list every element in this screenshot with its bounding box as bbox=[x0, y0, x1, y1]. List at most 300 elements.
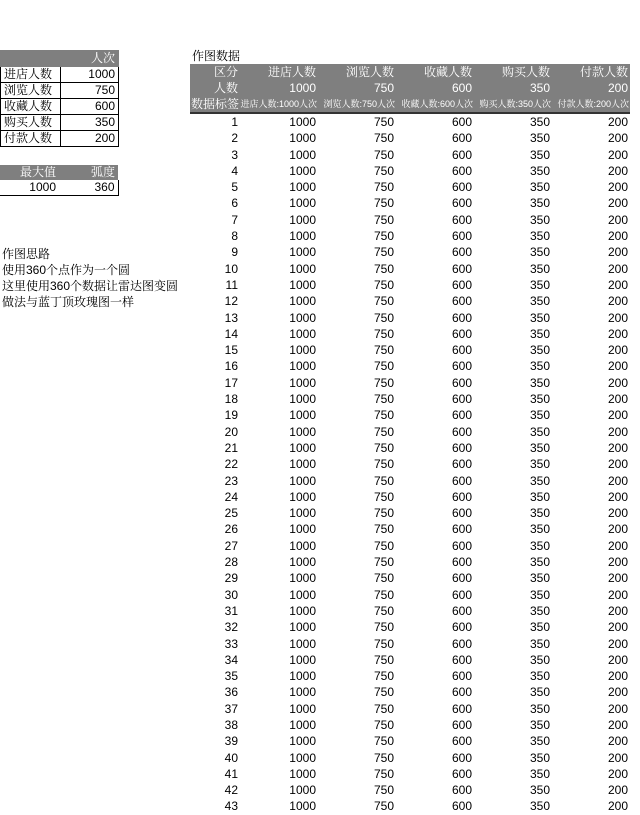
row-value-cell[interactable]: 1000 bbox=[289, 473, 316, 488]
row-value-cell[interactable]: 1000 bbox=[289, 522, 316, 537]
row-value-cell[interactable]: 600 bbox=[451, 163, 472, 178]
row-value-cell[interactable]: 350 bbox=[529, 734, 550, 749]
row-value-cell[interactable]: 1000 bbox=[289, 538, 316, 553]
row-value-cell[interactable]: 750 bbox=[373, 555, 394, 570]
row-value-cell[interactable]: 1000 bbox=[289, 359, 316, 374]
row-index-cell[interactable]: 38 bbox=[224, 717, 238, 732]
row-value-cell[interactable]: 600 bbox=[451, 473, 472, 488]
header-cell[interactable]: 购买人数 bbox=[474, 64, 552, 80]
row-value-cell[interactable]: 600 bbox=[451, 408, 472, 423]
row-value-cell[interactable]: 750 bbox=[373, 180, 394, 195]
row-value-cell[interactable]: 1000 bbox=[289, 310, 316, 325]
row-value-cell[interactable]: 200 bbox=[607, 180, 628, 195]
row-value-cell[interactable]: 750 bbox=[373, 343, 394, 358]
row-value-cell[interactable]: 1000 bbox=[289, 489, 316, 504]
row-value-cell[interactable]: 750 bbox=[373, 750, 394, 765]
row-value-cell[interactable]: 200 bbox=[607, 196, 628, 211]
row-value-cell[interactable]: 1000 bbox=[289, 555, 316, 570]
row-value-cell[interactable]: 600 bbox=[451, 147, 472, 162]
row-value-cell[interactable]: 600 bbox=[451, 489, 472, 504]
row-value-cell[interactable]: 750 bbox=[373, 163, 394, 178]
row-value-cell[interactable]: 600 bbox=[451, 457, 472, 472]
row-value-cell[interactable]: 350 bbox=[529, 408, 550, 423]
data-row bbox=[190, 179, 630, 195]
row-value-cell[interactable]: 750 bbox=[373, 783, 394, 798]
row-value-cell[interactable]: 350 bbox=[529, 587, 550, 602]
header-cell[interactable]: 收藏人数:600人次 bbox=[396, 96, 474, 113]
row-value-cell[interactable]: 750 bbox=[373, 277, 394, 292]
row-value-cell[interactable]: 750 bbox=[373, 392, 394, 407]
header-cell[interactable]: 人数 bbox=[190, 80, 240, 96]
summary-row-value[interactable]: 600 bbox=[61, 99, 119, 115]
row-value-cell[interactable]: 750 bbox=[373, 147, 394, 162]
row-value-cell[interactable]: 600 bbox=[451, 375, 472, 390]
row-value-cell[interactable]: 750 bbox=[373, 424, 394, 439]
row-value-cell[interactable]: 1000 bbox=[289, 147, 316, 162]
max-header-cell[interactable]: 最大值 bbox=[0, 165, 59, 180]
row-value-cell[interactable]: 600 bbox=[451, 734, 472, 749]
data-row bbox=[190, 293, 630, 309]
row-value-cell[interactable]: 200 bbox=[607, 440, 628, 455]
row-index-cell[interactable]: 8 bbox=[231, 229, 238, 244]
row-value-cell[interactable]: 350 bbox=[529, 701, 550, 716]
header-cell[interactable]: 购买人数:350人次 bbox=[474, 96, 552, 113]
data-row bbox=[190, 505, 630, 521]
row-value-cell[interactable]: 1000 bbox=[289, 163, 316, 178]
row-value-cell[interactable]: 350 bbox=[529, 652, 550, 667]
row-value-cell[interactable]: 200 bbox=[607, 163, 628, 178]
max-value-cell[interactable]: 360 bbox=[59, 180, 118, 196]
row-value-cell[interactable]: 200 bbox=[607, 685, 628, 700]
row-value-cell[interactable]: 200 bbox=[607, 555, 628, 570]
row-value-cell[interactable]: 750 bbox=[373, 587, 394, 602]
row-value-cell[interactable]: 1000 bbox=[289, 343, 316, 358]
row-index-cell[interactable]: 30 bbox=[224, 587, 238, 602]
row-value-cell[interactable]: 750 bbox=[373, 506, 394, 521]
row-value-cell[interactable]: 200 bbox=[607, 701, 628, 716]
row-value-cell[interactable]: 1000 bbox=[289, 620, 316, 635]
row-value-cell[interactable]: 200 bbox=[607, 408, 628, 423]
row-value-cell[interactable]: 350 bbox=[529, 685, 550, 700]
row-value-cell[interactable]: 200 bbox=[607, 669, 628, 684]
header-cell[interactable]: 收藏人数 bbox=[396, 64, 474, 80]
row-value-cell[interactable]: 1000 bbox=[289, 685, 316, 700]
row-value-cell[interactable]: 600 bbox=[451, 717, 472, 732]
row-index-cell[interactable]: 16 bbox=[224, 359, 238, 374]
row-value-cell[interactable]: 1000 bbox=[289, 180, 316, 195]
row-value-cell[interactable]: 200 bbox=[607, 603, 628, 618]
row-value-cell[interactable]: 600 bbox=[451, 766, 472, 781]
header-cell[interactable]: 区分 bbox=[190, 64, 240, 80]
row-value-cell[interactable]: 200 bbox=[607, 229, 628, 244]
row-value-cell[interactable]: 750 bbox=[373, 408, 394, 423]
row-value-cell[interactable]: 600 bbox=[451, 555, 472, 570]
row-value-cell[interactable]: 600 bbox=[451, 587, 472, 602]
row-index-cell[interactable]: 6 bbox=[231, 196, 238, 211]
row-value-cell[interactable]: 350 bbox=[529, 440, 550, 455]
summary-row-value[interactable]: 1000 bbox=[61, 67, 119, 83]
row-value-cell[interactable]: 350 bbox=[529, 783, 550, 798]
row-index-cell[interactable]: 35 bbox=[224, 669, 238, 684]
max-header-cell[interactable]: 弧度 bbox=[59, 165, 118, 180]
row-value-cell[interactable]: 600 bbox=[451, 261, 472, 276]
row-value-cell[interactable]: 600 bbox=[451, 131, 472, 146]
row-value-cell[interactable]: 200 bbox=[607, 571, 628, 586]
row-value-cell[interactable]: 750 bbox=[373, 799, 394, 814]
data-row bbox=[190, 733, 630, 749]
row-value-cell[interactable]: 200 bbox=[607, 636, 628, 651]
row-value-cell[interactable]: 1000 bbox=[289, 131, 316, 146]
row-value-cell[interactable]: 750 bbox=[373, 440, 394, 455]
row-value-cell[interactable]: 1000 bbox=[289, 245, 316, 260]
max-value-cell[interactable]: 1000 bbox=[0, 180, 59, 196]
row-value-cell[interactable]: 350 bbox=[529, 196, 550, 211]
row-index-cell[interactable]: 36 bbox=[224, 685, 238, 700]
row-value-cell[interactable]: 600 bbox=[451, 310, 472, 325]
row-value-cell[interactable]: 600 bbox=[451, 115, 472, 129]
row-index-cell[interactable]: 11 bbox=[225, 277, 238, 292]
row-value-cell[interactable]: 200 bbox=[607, 294, 628, 309]
data-row bbox=[190, 587, 630, 603]
row-value-cell[interactable]: 600 bbox=[451, 522, 472, 537]
row-value-cell[interactable]: 750 bbox=[373, 310, 394, 325]
row-value-cell[interactable]: 200 bbox=[607, 310, 628, 325]
row-value-cell[interactable]: 600 bbox=[451, 783, 472, 798]
row-value-cell[interactable]: 750 bbox=[373, 326, 394, 341]
row-value-cell[interactable]: 200 bbox=[607, 277, 628, 292]
row-value-cell[interactable]: 200 bbox=[607, 717, 628, 732]
row-index-cell[interactable]: 26 bbox=[224, 522, 238, 537]
row-value-cell[interactable]: 600 bbox=[451, 343, 472, 358]
row-value-cell[interactable]: 600 bbox=[451, 669, 472, 684]
row-index-cell[interactable]: 40 bbox=[224, 750, 238, 765]
row-value-cell[interactable]: 200 bbox=[607, 652, 628, 667]
row-index-cell[interactable]: 17 bbox=[224, 375, 238, 390]
row-value-cell[interactable]: 350 bbox=[529, 326, 550, 341]
row-value-cell[interactable]: 750 bbox=[373, 571, 394, 586]
row-index-cell[interactable]: 20 bbox=[224, 424, 238, 439]
row-index-cell[interactable]: 7 bbox=[231, 212, 238, 227]
row-value-cell[interactable]: 750 bbox=[373, 457, 394, 472]
row-value-cell[interactable]: 350 bbox=[529, 115, 550, 129]
row-value-cell[interactable]: 1000 bbox=[289, 750, 316, 765]
row-value-cell[interactable]: 1000 bbox=[289, 326, 316, 341]
row-value-cell[interactable]: 1000 bbox=[289, 375, 316, 390]
row-value-cell[interactable]: 1000 bbox=[289, 277, 316, 292]
row-value-cell[interactable]: 350 bbox=[529, 212, 550, 227]
row-index-cell[interactable]: 24 bbox=[224, 489, 238, 504]
row-value-cell[interactable]: 350 bbox=[529, 799, 550, 814]
row-value-cell[interactable]: 350 bbox=[529, 571, 550, 586]
row-value-cell[interactable]: 750 bbox=[373, 375, 394, 390]
row-index-cell[interactable]: 22 bbox=[224, 457, 238, 472]
row-value-cell[interactable]: 1000 bbox=[289, 457, 316, 472]
row-value-cell[interactable]: 600 bbox=[451, 538, 472, 553]
row-value-cell[interactable]: 1000 bbox=[289, 229, 316, 244]
row-value-cell[interactable]: 350 bbox=[529, 506, 550, 521]
row-index-cell[interactable]: 41 bbox=[224, 766, 238, 781]
row-value-cell[interactable]: 200 bbox=[607, 522, 628, 537]
summary-row-value[interactable]: 200 bbox=[61, 131, 119, 147]
row-index-cell[interactable]: 43 bbox=[224, 799, 238, 814]
summary-header-value[interactable]: 人次 bbox=[61, 51, 119, 67]
row-value-cell[interactable]: 600 bbox=[451, 440, 472, 455]
row-index-cell[interactable]: 29 bbox=[224, 571, 238, 586]
row-value-cell[interactable]: 1000 bbox=[289, 766, 316, 781]
row-value-cell[interactable]: 350 bbox=[529, 343, 550, 358]
row-value-cell[interactable]: 200 bbox=[607, 457, 628, 472]
row-index-cell[interactable]: 9 bbox=[231, 245, 238, 260]
row-value-cell[interactable]: 600 bbox=[451, 245, 472, 260]
row-value-cell[interactable]: 600 bbox=[451, 229, 472, 244]
row-index-cell[interactable]: 32 bbox=[224, 620, 238, 635]
row-value-cell[interactable]: 350 bbox=[529, 180, 550, 195]
row-value-cell[interactable]: 200 bbox=[607, 147, 628, 162]
row-value-cell[interactable]: 1000 bbox=[289, 408, 316, 423]
row-value-cell[interactable]: 1000 bbox=[289, 717, 316, 732]
row-value-cell[interactable]: 600 bbox=[451, 506, 472, 521]
row-value-cell[interactable]: 350 bbox=[529, 538, 550, 553]
row-index-cell[interactable]: 34 bbox=[224, 652, 238, 667]
row-value-cell[interactable]: 1000 bbox=[289, 440, 316, 455]
row-value-cell[interactable]: 350 bbox=[529, 750, 550, 765]
row-value-cell[interactable]: 1000 bbox=[289, 587, 316, 602]
row-index-cell[interactable]: 3 bbox=[231, 147, 238, 162]
row-index-cell[interactable]: 1 bbox=[231, 115, 238, 129]
row-value-cell[interactable]: 1000 bbox=[289, 652, 316, 667]
row-value-cell[interactable]: 750 bbox=[373, 701, 394, 716]
row-index-cell[interactable]: 23 bbox=[224, 473, 238, 488]
row-value-cell[interactable]: 350 bbox=[529, 375, 550, 390]
row-value-cell[interactable]: 200 bbox=[607, 359, 628, 374]
row-value-cell[interactable]: 600 bbox=[451, 603, 472, 618]
row-value-cell[interactable]: 750 bbox=[373, 538, 394, 553]
header-cell[interactable]: 浏览人数 bbox=[318, 64, 396, 80]
row-index-cell[interactable]: 28 bbox=[224, 555, 238, 570]
row-value-cell[interactable]: 350 bbox=[529, 424, 550, 439]
row-value-cell[interactable]: 1000 bbox=[289, 212, 316, 227]
row-value-cell[interactable]: 200 bbox=[607, 375, 628, 390]
row-value-cell[interactable]: 200 bbox=[607, 392, 628, 407]
header-cell[interactable]: 750 bbox=[318, 80, 396, 96]
summary-header-blank[interactable] bbox=[1, 51, 61, 67]
row-value-cell[interactable]: 600 bbox=[451, 212, 472, 227]
row-value-cell[interactable]: 750 bbox=[373, 734, 394, 749]
row-index-cell[interactable]: 39 bbox=[224, 734, 238, 749]
header-cell[interactable]: 200 bbox=[552, 80, 630, 96]
row-value-cell[interactable]: 600 bbox=[451, 196, 472, 211]
summary-row bbox=[1, 131, 119, 147]
row-index-cell[interactable]: 31 bbox=[224, 603, 238, 618]
row-value-cell[interactable]: 1000 bbox=[289, 783, 316, 798]
row-value-cell[interactable]: 200 bbox=[607, 506, 628, 521]
row-value-cell[interactable]: 350 bbox=[529, 277, 550, 292]
row-value-cell[interactable]: 1000 bbox=[289, 603, 316, 618]
row-index-cell[interactable]: 14 bbox=[224, 326, 238, 341]
header-cell[interactable]: 1000 bbox=[240, 80, 318, 96]
row-value-cell[interactable]: 200 bbox=[607, 343, 628, 358]
data-row bbox=[190, 440, 630, 456]
row-value-cell[interactable]: 200 bbox=[607, 766, 628, 781]
header-cell[interactable]: 350 bbox=[474, 80, 552, 96]
row-index-cell[interactable]: 33 bbox=[224, 636, 238, 651]
header-cell[interactable]: 600 bbox=[396, 80, 474, 96]
header-cell[interactable]: 浏览人数:750人次 bbox=[318, 96, 396, 113]
row-value-cell[interactable]: 350 bbox=[529, 717, 550, 732]
summary-row-name[interactable]: 收藏人数 bbox=[1, 99, 61, 115]
header-cell[interactable]: 进店人数:1000人次 bbox=[240, 96, 318, 113]
row-value-cell[interactable]: 600 bbox=[451, 636, 472, 651]
row-value-cell[interactable]: 600 bbox=[451, 799, 472, 814]
row-value-cell[interactable]: 350 bbox=[529, 359, 550, 374]
row-value-cell[interactable]: 750 bbox=[373, 717, 394, 732]
row-value-cell[interactable]: 350 bbox=[529, 766, 550, 781]
row-value-cell[interactable]: 1000 bbox=[289, 294, 316, 309]
row-value-cell[interactable]: 350 bbox=[529, 392, 550, 407]
summary-row-name[interactable]: 购买人数 bbox=[1, 115, 61, 131]
row-value-cell[interactable]: 350 bbox=[529, 131, 550, 146]
row-value-cell[interactable]: 200 bbox=[607, 734, 628, 749]
row-value-cell[interactable]: 350 bbox=[529, 294, 550, 309]
row-value-cell[interactable]: 600 bbox=[451, 750, 472, 765]
row-value-cell[interactable]: 350 bbox=[529, 603, 550, 618]
row-index-cell[interactable]: 18 bbox=[224, 392, 238, 407]
row-value-cell[interactable]: 200 bbox=[607, 424, 628, 439]
row-value-cell[interactable]: 350 bbox=[529, 229, 550, 244]
row-index-cell[interactable]: 42 bbox=[224, 783, 238, 798]
row-value-cell[interactable]: 750 bbox=[373, 489, 394, 504]
row-value-cell[interactable]: 200 bbox=[607, 245, 628, 260]
row-value-cell[interactable]: 750 bbox=[373, 115, 394, 129]
row-index-cell[interactable]: 19 bbox=[224, 408, 238, 423]
row-value-cell[interactable]: 750 bbox=[373, 636, 394, 651]
row-value-cell[interactable]: 200 bbox=[607, 587, 628, 602]
row-value-cell[interactable]: 600 bbox=[451, 620, 472, 635]
row-value-cell[interactable]: 600 bbox=[451, 294, 472, 309]
row-value-cell[interactable]: 200 bbox=[607, 538, 628, 553]
row-value-cell[interactable]: 350 bbox=[529, 261, 550, 276]
row-value-cell[interactable]: 600 bbox=[451, 701, 472, 716]
row-value-cell[interactable]: 600 bbox=[451, 392, 472, 407]
row-value-cell[interactable]: 750 bbox=[373, 685, 394, 700]
row-value-cell[interactable]: 750 bbox=[373, 359, 394, 374]
summary-row-value[interactable]: 350 bbox=[61, 115, 119, 131]
row-value-cell[interactable]: 600 bbox=[451, 326, 472, 341]
row-index-cell[interactable]: 15 bbox=[224, 343, 238, 358]
row-value-cell[interactable]: 350 bbox=[529, 522, 550, 537]
row-value-cell[interactable]: 350 bbox=[529, 555, 550, 570]
row-value-cell[interactable]: 200 bbox=[607, 489, 628, 504]
row-value-cell[interactable]: 350 bbox=[529, 620, 550, 635]
row-value-cell[interactable]: 1000 bbox=[289, 424, 316, 439]
row-value-cell[interactable]: 600 bbox=[451, 277, 472, 292]
row-value-cell[interactable]: 200 bbox=[607, 261, 628, 276]
row-value-cell[interactable]: 750 bbox=[373, 603, 394, 618]
row-value-cell[interactable]: 750 bbox=[373, 196, 394, 211]
row-value-cell[interactable]: 200 bbox=[607, 131, 628, 146]
row-value-cell[interactable]: 1000 bbox=[289, 571, 316, 586]
row-value-cell[interactable]: 1000 bbox=[289, 506, 316, 521]
row-value-cell[interactable]: 600 bbox=[451, 571, 472, 586]
row-value-cell[interactable]: 200 bbox=[607, 750, 628, 765]
row-value-cell[interactable]: 350 bbox=[529, 147, 550, 162]
row-value-cell[interactable]: 750 bbox=[373, 522, 394, 537]
summary-row-name[interactable]: 付款人数 bbox=[1, 131, 61, 147]
row-value-cell[interactable]: 200 bbox=[607, 799, 628, 814]
row-index-cell[interactable]: 4 bbox=[231, 163, 238, 178]
row-index-cell[interactable]: 25 bbox=[224, 506, 238, 521]
row-value-cell[interactable]: 1000 bbox=[289, 261, 316, 276]
row-value-cell[interactable]: 350 bbox=[529, 489, 550, 504]
row-index-cell[interactable]: 10 bbox=[224, 261, 238, 276]
row-value-cell[interactable]: 600 bbox=[451, 424, 472, 439]
summary-row-name[interactable]: 进店人数 bbox=[1, 67, 61, 83]
row-value-cell[interactable]: 1000 bbox=[289, 115, 316, 129]
row-value-cell[interactable]: 600 bbox=[451, 685, 472, 700]
row-value-cell[interactable]: 350 bbox=[529, 245, 550, 260]
row-index-cell[interactable]: 2 bbox=[231, 131, 238, 146]
row-value-cell[interactable]: 200 bbox=[607, 212, 628, 227]
row-value-cell[interactable]: 750 bbox=[373, 620, 394, 635]
row-index-cell[interactable]: 27 bbox=[224, 538, 238, 553]
row-value-cell[interactable]: 600 bbox=[451, 359, 472, 374]
row-value-cell[interactable]: 600 bbox=[451, 180, 472, 195]
row-value-cell[interactable]: 350 bbox=[529, 473, 550, 488]
summary-row-value[interactable]: 750 bbox=[61, 83, 119, 99]
row-value-cell[interactable]: 750 bbox=[373, 652, 394, 667]
row-value-cell[interactable]: 1000 bbox=[289, 196, 316, 211]
row-index-cell[interactable]: 37 bbox=[224, 701, 238, 716]
row-value-cell[interactable]: 350 bbox=[529, 457, 550, 472]
header-cell[interactable]: 数据标签 bbox=[190, 97, 239, 111]
row-index-cell[interactable]: 21 bbox=[224, 440, 238, 455]
summary-row-name[interactable]: 浏览人数 bbox=[1, 83, 61, 99]
row-value-cell[interactable]: 200 bbox=[607, 620, 628, 635]
row-index-cell[interactable]: 5 bbox=[231, 180, 238, 195]
row-value-cell[interactable]: 200 bbox=[607, 783, 628, 798]
row-value-cell[interactable]: 350 bbox=[529, 636, 550, 651]
row-value-cell[interactable]: 750 bbox=[373, 245, 394, 260]
row-value-cell[interactable]: 1000 bbox=[289, 636, 316, 651]
row-value-cell[interactable]: 350 bbox=[529, 163, 550, 178]
row-value-cell[interactable]: 200 bbox=[607, 326, 628, 341]
row-value-cell[interactable]: 750 bbox=[373, 261, 394, 276]
row-value-cell[interactable]: 750 bbox=[373, 473, 394, 488]
row-value-cell[interactable]: 750 bbox=[373, 212, 394, 227]
row-value-cell[interactable]: 1000 bbox=[289, 392, 316, 407]
row-value-cell[interactable]: 350 bbox=[529, 310, 550, 325]
row-value-cell[interactable]: 350 bbox=[529, 669, 550, 684]
row-value-cell[interactable]: 1000 bbox=[289, 734, 316, 749]
row-value-cell[interactable]: 750 bbox=[373, 131, 394, 146]
row-value-cell[interactable]: 600 bbox=[451, 652, 472, 667]
row-index-cell[interactable]: 13 bbox=[224, 310, 238, 325]
row-value-cell[interactable]: 1000 bbox=[289, 669, 316, 684]
data-row bbox=[190, 798, 630, 814]
header-cell[interactable]: 付款人数 bbox=[552, 64, 630, 80]
row-value-cell[interactable]: 750 bbox=[373, 294, 394, 309]
row-value-cell[interactable]: 200 bbox=[607, 473, 628, 488]
row-value-cell[interactable]: 750 bbox=[373, 229, 394, 244]
header-cell[interactable]: 进店人数 bbox=[240, 64, 318, 80]
row-index-cell[interactable]: 12 bbox=[224, 294, 238, 309]
row-value-cell[interactable]: 1000 bbox=[289, 701, 316, 716]
header-cell[interactable]: 付款人数:200人次 bbox=[552, 96, 630, 113]
row-value-cell[interactable]: 200 bbox=[607, 115, 628, 129]
row-value-cell[interactable]: 750 bbox=[373, 669, 394, 684]
row-value-cell[interactable]: 750 bbox=[373, 766, 394, 781]
row-value-cell[interactable]: 1000 bbox=[289, 799, 316, 814]
